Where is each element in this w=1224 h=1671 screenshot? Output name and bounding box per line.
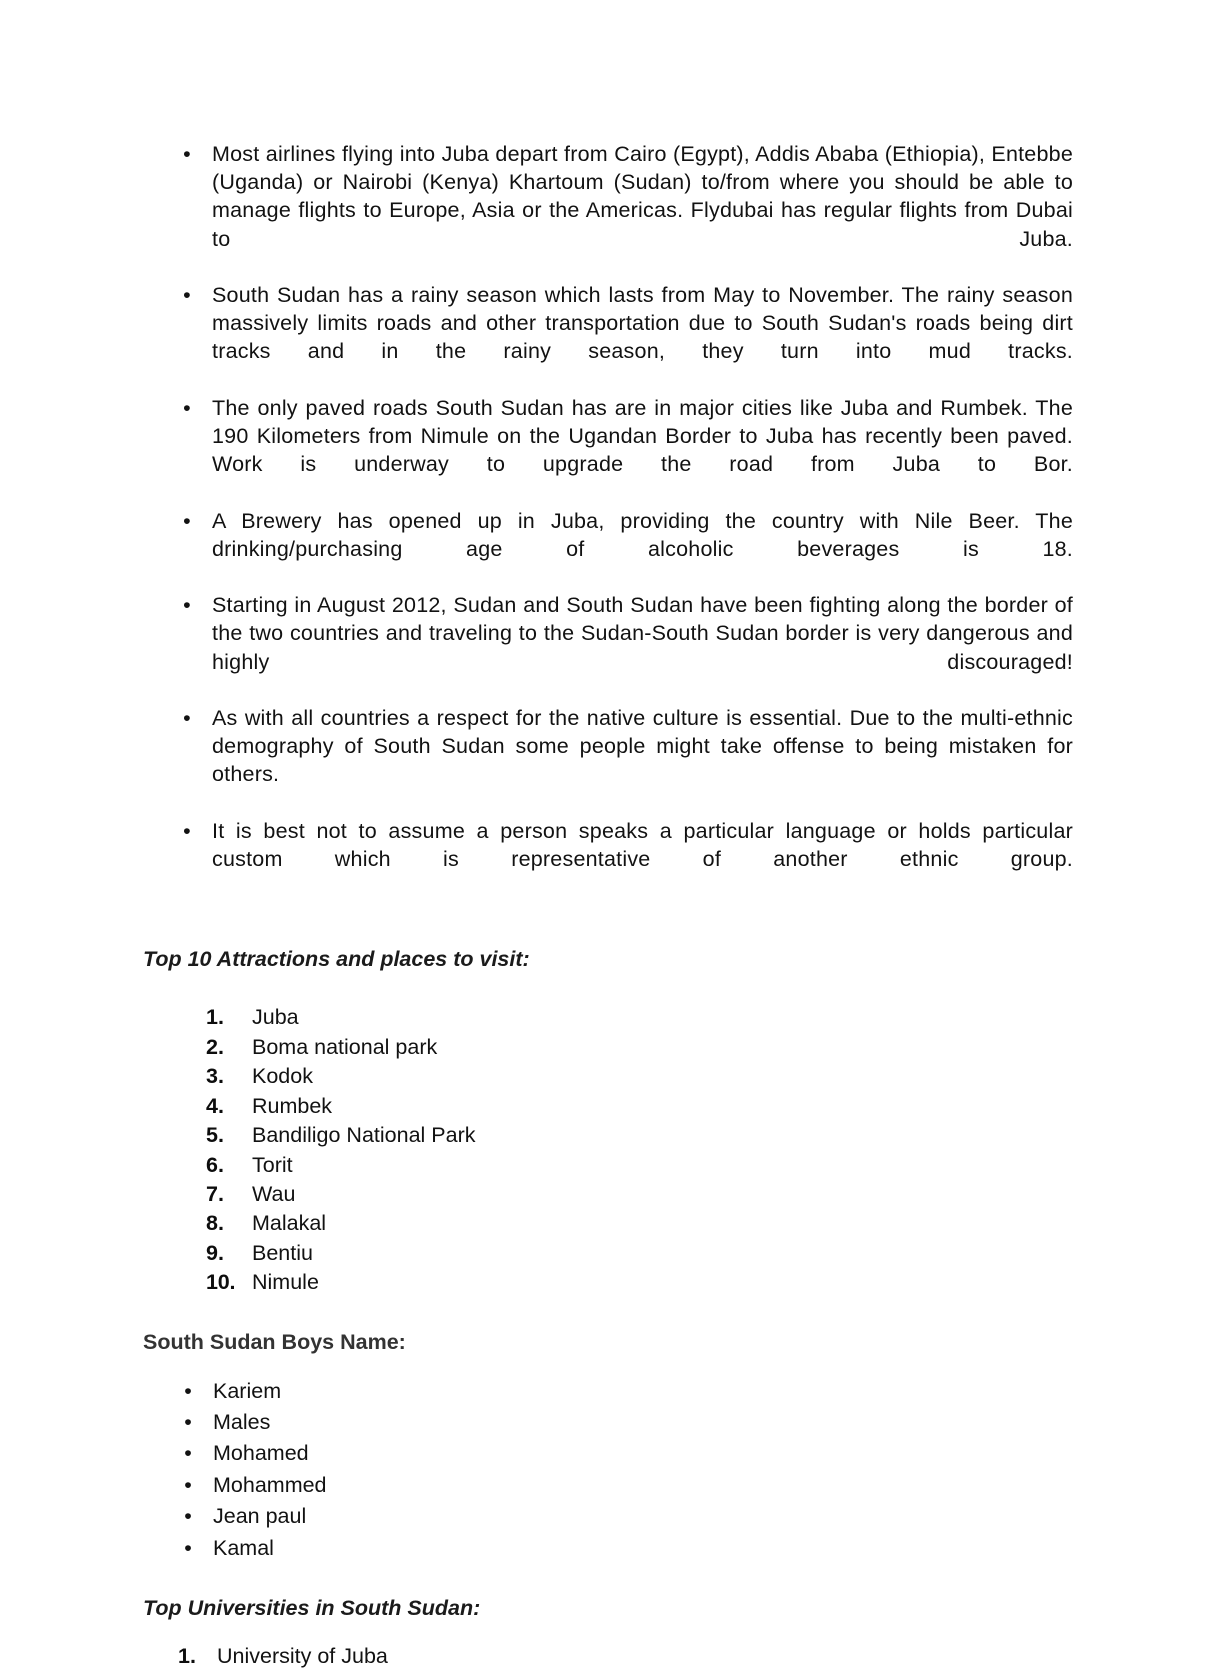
list-item [143,1092,1073,1121]
list-item-label: Jean paul [213,1504,307,1529]
list-item [143,1642,1073,1671]
list-marker: 8. [206,1211,224,1236]
list-item-label: Bentiu [252,1240,313,1265]
bullet-icon: • [184,1504,192,1529]
bullet-icon: • [183,706,191,731]
spacer [143,1622,1073,1642]
bullet-icon: • [183,283,191,308]
list-marker: 6. [206,1152,224,1177]
list-marker: 5. [206,1123,224,1148]
bullet-icon: • [183,508,191,533]
universities-list [143,1642,1073,1671]
document-content [143,140,1073,1671]
list-item [143,1033,1073,1062]
list-item [143,1239,1073,1268]
list-marker: 2. [206,1034,224,1059]
list-item-text: Starting in August 2012, Sudan and South Sudan have been fighting along the border of the two countries and traveling to the Sudan-South Sudan border is very dangerous and highly discouraged! [212,593,1073,674]
bullet-icon: • [183,395,191,420]
bullet-icon: • [184,1409,192,1434]
list-marker: 7. [206,1181,224,1206]
list-item-text: A Brewery has opened up in Juba, providing the country with Nile Beer. The drinking/purchasing age of alcoholic beverages is 18. [212,508,1073,561]
list-item [143,1062,1073,1091]
list-item [143,1209,1073,1238]
list-item-text: South Sudan has a rainy season which lasts from May to November. The rainy season massively limits roads and other transportation due to South Sudan's roads being dirt tracks and in the rainy season, they turn into mud tracks. [212,283,1073,364]
boys-names-heading: South Sudan Boys Name: [143,1329,406,1354]
list-item-text: As with all countries a respect for the native culture is essential. Due to the multi-ethnic demography of South Sudan some people might take offense to being mistaken for others. [212,706,1073,787]
list-item [143,507,1073,592]
list-marker: 4. [206,1093,224,1118]
list-item-label: University of Juba [217,1643,388,1668]
list-item-text: Most airlines flying into Juba depart from Cairo (Egypt), Addis Ababa (Ethiopia), Entebbe (Uganda) or Nairobi (Kenya) Khartoum (Sudan) to/from where you should be able to manage flights to Europe, Asia or the Americas. Flydubai has regular flights from Dubai to Juba. [212,142,1073,251]
list-item-label: Kariem [213,1378,282,1403]
list-item-label: Mohammed [213,1472,327,1497]
list-marker: 1. [178,1643,196,1668]
list-item [143,1180,1073,1209]
list-item [143,1438,1073,1469]
list-item [143,281,1073,394]
list-item-text: The only paved roads South Sudan has are in major cities like Juba and Rumbek. The 190 Kilometers from Nimule on the Ugandan Border to Juba has recently been paved. Work is underway to upgrade the road from Juba to Bor. [212,395,1073,477]
spacer [143,1298,1073,1328]
list-item [143,1407,1073,1438]
list-item-label: Kodok [252,1064,313,1089]
boys-names-list [143,1376,1073,1564]
list-marker: 10. [206,1270,236,1295]
list-item-label: Bandiligo National Park [252,1123,476,1148]
spacer [143,1356,1073,1376]
list-item [143,1376,1073,1407]
list-item [143,1501,1073,1532]
spacer [143,1564,1073,1594]
list-item-label: Malakal [252,1211,327,1236]
travel-notes-list [143,140,1073,901]
bullet-icon: • [184,1378,192,1403]
list-item [143,817,1073,902]
list-marker: 1. [206,1005,224,1030]
list-marker: 9. [206,1240,224,1265]
list-item-label: Mohamed [213,1441,309,1466]
list-item-label: Males [213,1409,271,1434]
list-item [143,704,1073,817]
list-item-text: It is best not to assume a person speaks a particular language or holds particular custom which is representative of another ethnic group. [212,818,1073,872]
attractions-list [143,1003,1073,1297]
bullet-icon: • [183,142,191,166]
bullet-icon: • [183,818,191,843]
list-item [143,1470,1073,1501]
list-item [143,394,1073,507]
list-item [143,1268,1073,1297]
list-item [143,591,1073,704]
spacer [143,973,1073,1003]
universities-heading: Top Universities in South Sudan: [143,1595,481,1620]
list-item-label: Juba [252,1005,299,1030]
spacer [143,901,1073,945]
list-item-label: Wau [252,1181,296,1206]
list-item-label: Torit [252,1152,293,1177]
list-item-label: Kamal [213,1535,274,1560]
bullet-icon: • [183,593,191,618]
attractions-heading: Top 10 Attractions and places to visit: [143,947,530,972]
list-item-label: Nimule [252,1270,319,1295]
list-item-label: Boma national park [252,1034,438,1059]
list-item-label: Rumbek [252,1093,333,1118]
list-item [143,1003,1073,1032]
list-item [143,1533,1073,1564]
bullet-icon: • [184,1535,192,1560]
list-item [143,1121,1073,1150]
list-item [143,1151,1073,1180]
bullet-icon: • [184,1472,192,1497]
list-marker: 3. [206,1064,224,1089]
bullet-icon: • [184,1441,192,1466]
list-item [143,140,1073,281]
